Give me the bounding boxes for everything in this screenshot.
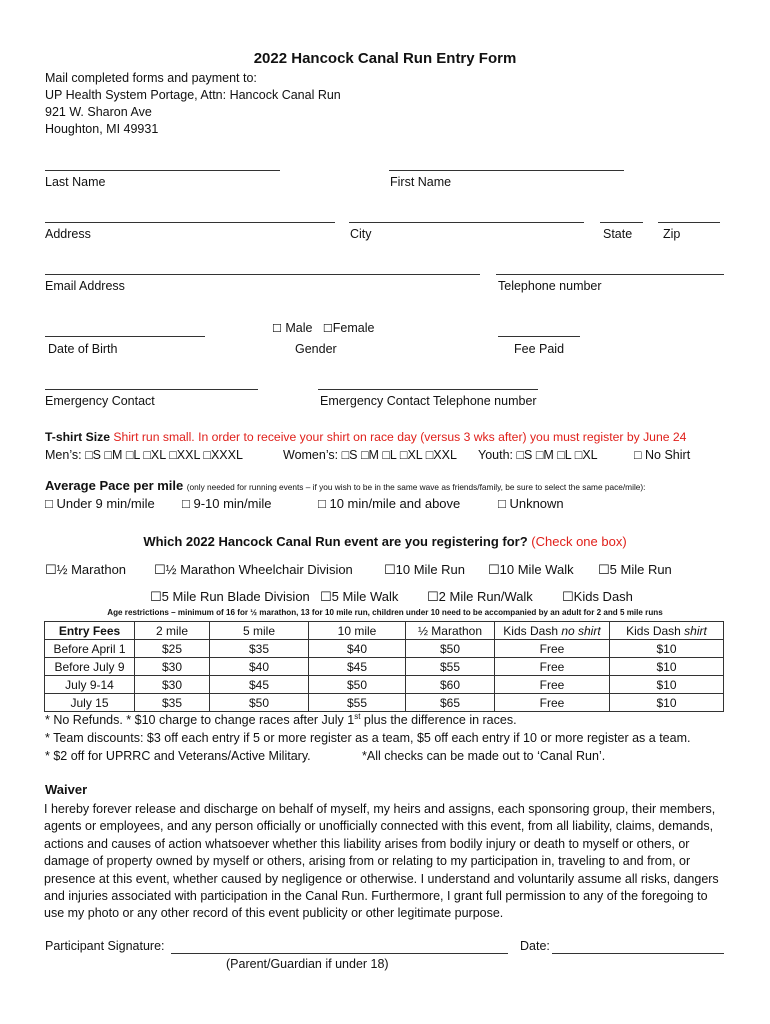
fee-cell: $35	[135, 694, 210, 712]
male-label: Male	[285, 321, 313, 335]
header-kids-no-shirt	[495, 622, 610, 640]
row-label: Before April 1	[45, 640, 135, 658]
note-refunds-tail: plus the difference in races.	[360, 713, 517, 728]
date-field[interactable]	[552, 953, 724, 954]
last-name-field[interactable]	[45, 170, 280, 171]
note-team-discounts: * Team discounts: $3 off each entry if 5 or more register as a team, $5 off each entry if 10 or more register as a team.	[45, 731, 691, 745]
header-2-mile: 2 mile	[135, 622, 210, 640]
emergency-phone-label: Emergency Contact Telephone number	[320, 394, 537, 408]
mail-line-4: Houghton, MI 49931	[45, 122, 159, 136]
dob-field[interactable]	[45, 336, 205, 337]
no-shirt-option[interactable]: □ No Shirt	[634, 448, 691, 462]
event-question-text: Which 2022 Hancock Canal Run event are you registering for?	[143, 534, 528, 549]
waiver-paragraph: I hereby forever release and discharge on behalf of myself, my heirs and assigns, each sponsoring group, their members, agents or employees, and any person officially or unofficially connected with this event, from all liability, claims, demands, actions and causes of action whatsoever whether this liability arises from bodily injury or death to myself or others, or damage of property owned by myself or others, arising from or relating to my participation in, traveling to and from, or presence at this event, whether caused by negligence or otherwise. I understand and voluntarily assume all risks, dangers and injuries associated with participation in the Canal Run. Furthermore, I grant full permission to any of the foregoing to use my photo or any other record of this event publicity or other legitimate purpose.	[44, 802, 719, 921]
pace-note: (only needed for running events – if you wish to be in the same wave as friends/family, be sure to select the same pace/mile):	[186, 482, 646, 492]
fee-cell: $50	[309, 676, 406, 694]
fee-cell: $25	[135, 640, 210, 658]
fee-cell: $10	[610, 640, 724, 658]
header-kids-shirt-italic: shirt	[684, 623, 707, 638]
fee-cell: $45	[309, 658, 406, 676]
telephone-field[interactable]	[496, 274, 724, 275]
event-5-mile-walk[interactable]: ☐5 Mile Walk	[320, 589, 399, 604]
fee-cell: $60	[406, 676, 495, 694]
waiver-heading: Waiver	[45, 782, 88, 797]
header-kids-no-shirt-italic: no shirt	[561, 623, 601, 638]
pace-option-9-10[interactable]: □ 9-10 min/mile	[182, 496, 272, 511]
mail-line-2: UP Health System Portage, Attn: Hancock Canal Run	[45, 88, 341, 102]
fee-cell: $55	[309, 694, 406, 712]
pace-heading	[45, 478, 645, 493]
state-field[interactable]	[600, 222, 643, 223]
event-5-mile-blade[interactable]: ☐5 Mile Run Blade Division	[150, 589, 310, 604]
fee-cell: $55	[406, 658, 495, 676]
event-5-mile-run[interactable]: ☐5 Mile Run	[598, 562, 672, 577]
fee-cell: $30	[135, 676, 210, 694]
entry-fees-table	[44, 621, 724, 712]
fee-cell: Free	[495, 676, 610, 694]
age-restrictions: Age restrictions – minimum of 16 for ½ marathon, 13 for 10 mile run, children under 10 need to be accompanied by an adult for 2 and 5 mile runs	[107, 608, 663, 617]
fee-cell: $10	[610, 676, 724, 694]
table-header-row	[45, 622, 724, 640]
table-row	[45, 694, 724, 712]
fee-cell: $35	[210, 640, 309, 658]
fee-cell: $40	[210, 658, 309, 676]
fee-cell: Free	[495, 658, 610, 676]
row-label: July 9-14	[45, 676, 135, 694]
email-field[interactable]	[45, 274, 480, 275]
fee-cell: $10	[610, 694, 724, 712]
gender-label: Gender	[295, 342, 337, 356]
youth-sizes[interactable]: Youth: □S □M □L □XL	[478, 448, 598, 462]
header-10-mile: 10 mile	[309, 622, 406, 640]
note-refunds-text: * No Refunds. * $10 charge to change races after July 1	[45, 713, 355, 728]
city-field[interactable]	[349, 222, 584, 223]
table-row	[45, 676, 724, 694]
email-label: Email Address	[45, 279, 125, 293]
header-half-marathon: ½ Marathon	[406, 622, 495, 640]
note-refunds-sup: st	[354, 712, 361, 721]
fee-cell: $50	[406, 640, 495, 658]
womens-sizes[interactable]: Women’s: □S □M □L □XL □XXL	[283, 448, 457, 462]
first-name-field[interactable]	[389, 170, 624, 171]
dob-label: Date of Birth	[48, 342, 118, 356]
pace-option-10-plus[interactable]: □ 10 min/mile and above	[318, 496, 461, 511]
address-label: Address	[45, 227, 91, 241]
header-entry-fees: Entry Fees	[45, 622, 135, 640]
row-label: Before July 9	[45, 658, 135, 676]
header-kids-shirt-label: Kids Dash	[626, 623, 685, 638]
tshirt-heading	[45, 430, 686, 444]
fee-cell: $10	[610, 658, 724, 676]
event-10-mile-run[interactable]: ☐10 Mile Run	[384, 562, 466, 577]
pace-option-under-9[interactable]: □ Under 9 min/mile	[45, 496, 155, 511]
tshirt-label: T-shirt Size	[45, 430, 111, 444]
fee-cell: $65	[406, 694, 495, 712]
fee-cell: Free	[495, 640, 610, 658]
fee-cell: Free	[495, 694, 610, 712]
date-label: Date:	[520, 939, 550, 953]
emergency-contact-field[interactable]	[45, 389, 258, 390]
gender-options	[272, 321, 374, 335]
tshirt-note: Shirt run small. In order to receive your shirt on race day (versus 3 wks after) you must register by June 24	[113, 430, 687, 444]
event-question	[0, 534, 770, 549]
table-row	[45, 658, 724, 676]
address-field[interactable]	[45, 222, 335, 223]
event-half-marathon-wheelchair[interactable]: ☐½ Marathon Wheelchair Division	[154, 562, 353, 577]
fee-cell: $50	[210, 694, 309, 712]
page-title: 2022 Hancock Canal Run Entry Form	[253, 50, 517, 67]
emergency-contact-label: Emergency Contact	[45, 394, 155, 408]
table-row	[45, 640, 724, 658]
event-kids-dash[interactable]: ☐Kids Dash	[562, 589, 633, 604]
header-kids-no-shirt-label: Kids Dash	[503, 623, 562, 638]
fee-cell: $30	[135, 658, 210, 676]
fee-paid-field[interactable]	[498, 336, 580, 337]
guardian-note: (Parent/Guardian if under 18)	[226, 957, 389, 971]
note-refunds	[45, 712, 517, 727]
mail-line-1: Mail completed forms and payment to:	[45, 71, 257, 85]
signature-field[interactable]	[171, 953, 508, 954]
pace-option-unknown[interactable]: □ Unknown	[498, 496, 564, 511]
mail-line-3: 921 W. Sharon Ave	[45, 105, 152, 119]
city-label: City	[350, 227, 372, 241]
event-half-marathon[interactable]: ☐½ Marathon	[45, 562, 127, 577]
waiver-text	[44, 801, 724, 923]
male-checkbox[interactable]: ☐	[272, 322, 282, 335]
last-name-label: Last Name	[45, 175, 106, 189]
event-10-mile-walk[interactable]: ☐10 Mile Walk	[488, 562, 574, 577]
telephone-label: Telephone number	[498, 279, 602, 293]
fee-paid-label: Fee Paid	[514, 342, 565, 356]
mens-sizes[interactable]: Men’s: □S □M □L □XL □XXL □XXXL	[45, 448, 243, 462]
event-check-note: (Check one box)	[531, 534, 627, 549]
fee-cell: $45	[210, 676, 309, 694]
note-uprrc-discount: * $2 off for UPRRC and Veterans/Active Military.	[45, 749, 311, 763]
first-name-label: First Name	[390, 175, 452, 189]
female-label: Female	[332, 321, 375, 335]
row-label: July 15	[45, 694, 135, 712]
note-checks: *All checks can be made out to ‘Canal Run’.	[362, 749, 606, 763]
header-5-mile: 5 mile	[210, 622, 309, 640]
event-2-mile-run-walk[interactable]: ☐2 Mile Run/Walk	[427, 589, 533, 604]
zip-field[interactable]	[658, 222, 720, 223]
zip-label: Zip	[663, 227, 681, 241]
fee-cell: $40	[309, 640, 406, 658]
female-checkbox[interactable]: ☐	[322, 322, 333, 335]
header-kids-shirt	[610, 622, 724, 640]
state-label: State	[603, 227, 633, 241]
signature-label: Participant Signature:	[45, 939, 165, 953]
pace-label: Average Pace per mile	[45, 478, 184, 493]
emergency-phone-field[interactable]	[318, 389, 538, 390]
